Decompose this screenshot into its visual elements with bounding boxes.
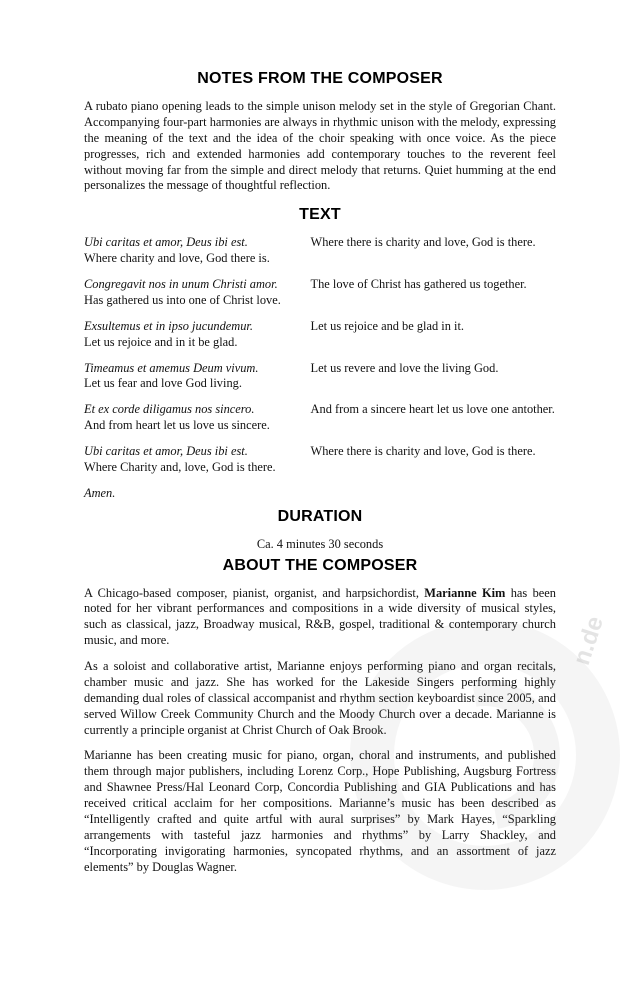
latin-line: Timeamus et amemus Deum vivum. <box>84 360 259 375</box>
about-paragraph-1 <box>84 586 556 650</box>
notes-section-title: NOTES FROM THE COMPOSER <box>197 70 443 87</box>
about-paragraph-3: Marianne has been creating music for piano, organ, choral and instruments, and published them through major publishers, including Lorenz Corp., Hope Publishing, Augsburg Fortress and Shawnee Press/Hal Leonard Corp, Concordia Publishing and GIA Publications and has received critical acclaim for her compositions. Marianne’s music has been described as “Intelligently crafted and quite artful with aural surprises” by Mark Hayes, “Sparkling arrangements with tasteful jazz harmonies and rhythms” by Larry Shackley, and “Incorporating invigorating harmonies, syncopated rhythms, and an assortment of jazz elements” by Douglas Wagner. <box>84 748 556 874</box>
latin-line: Ubi caritas et amor, Deus ibi est. <box>84 444 248 458</box>
text-row <box>84 319 556 351</box>
literal-line: Where Charity and, love, God is there. <box>84 459 276 474</box>
text-row <box>84 235 556 267</box>
text-row-left <box>84 319 311 351</box>
text-rows <box>84 235 556 476</box>
translation-line: Where there is charity and love, God is there. <box>310 235 536 250</box>
text-row <box>84 361 556 393</box>
watermark-text: n.de <box>568 613 609 669</box>
about-section-title: ABOUT THE COMPOSER <box>222 556 418 574</box>
literal-line: Let us rejoice and in it be glad. <box>84 334 238 349</box>
text-row <box>84 444 556 476</box>
about-paragraph-2: As a soloist and collaborative artist, Marianne enjoys performing piano and organ recitals, chamber music and jazz. She has worked for the Lakeside Singers performing highly demanding dual roles of classical accompanist and rhythm section keyboardist since 2005, and served Willow Creek Community Church and the Moody Church over a decade. Marianne is currently a principle organist at Christ Church of Oak Brook. <box>84 659 556 737</box>
latin-line: Et ex corde diligamus nos sincero. <box>84 402 255 417</box>
about-p1-before: A Chicago-based composer, pianist, organist, and harpsichordist, <box>84 585 425 600</box>
text-row-left <box>84 277 311 309</box>
text-row-left <box>84 444 311 476</box>
translation-line: The love of Christ has gathered us together. <box>310 277 527 291</box>
duration-section-title: DURATION <box>277 507 363 525</box>
text-row-left <box>84 235 311 267</box>
literal-line: Where charity and love, God there is. <box>84 251 270 266</box>
literal-line: And from heart let us love us sincere. <box>84 418 270 433</box>
duration-value: Ca. 4 minutes 30 seconds <box>256 536 384 551</box>
latin-line: Ubi caritas et amor, Deus ibi est. <box>84 235 248 250</box>
about-p1-after: has been noted for her vibrant performances and compositions in a wide diversity of musical styles, such as classical, jazz, Broadway musical, R&B, gospel, traditional & contemporary church music, and more. <box>84 585 556 648</box>
text-row <box>84 277 556 309</box>
literal-line: Has gathered us into one of Christ love. <box>84 292 281 307</box>
latin-line: Congregavit nos in unum Christi amor. <box>84 277 278 291</box>
notes-paragraph: A rubato piano opening leads to the simple unison melody set in the style of Gregorian Chant. Accompanying four-part harmonies are always in rhythmic unison with the melody, expressing the meaning of the text and the idea of the choir speaking with once voice. As the piece progresses, rich and extended harmonies add contemporary touches to the reverent feel without moving far from the simple and direct melody that returns. Quiet humming at the end personalizes the message of thoughtful reflection. <box>84 99 556 193</box>
text-section-title: TEXT <box>299 206 341 224</box>
amen-line: Amen. <box>84 485 116 500</box>
translation-line: And from a sincere heart let us love one antother. <box>310 402 555 417</box>
composer-name: Marianne Kim <box>424 585 506 600</box>
text-row-left <box>84 361 311 393</box>
literal-line: Let us fear and love God living. <box>84 376 242 391</box>
translation-line: Where there is charity and love, God is there. <box>310 444 536 458</box>
translation-line: Let us revere and love the living God. <box>310 360 499 375</box>
latin-line: Exsultemus et in ipso jucundemur. <box>84 318 253 333</box>
translation-line: Let us rejoice and be glad in it. <box>310 318 465 333</box>
text-row-left <box>84 402 311 434</box>
text-row <box>84 402 556 434</box>
